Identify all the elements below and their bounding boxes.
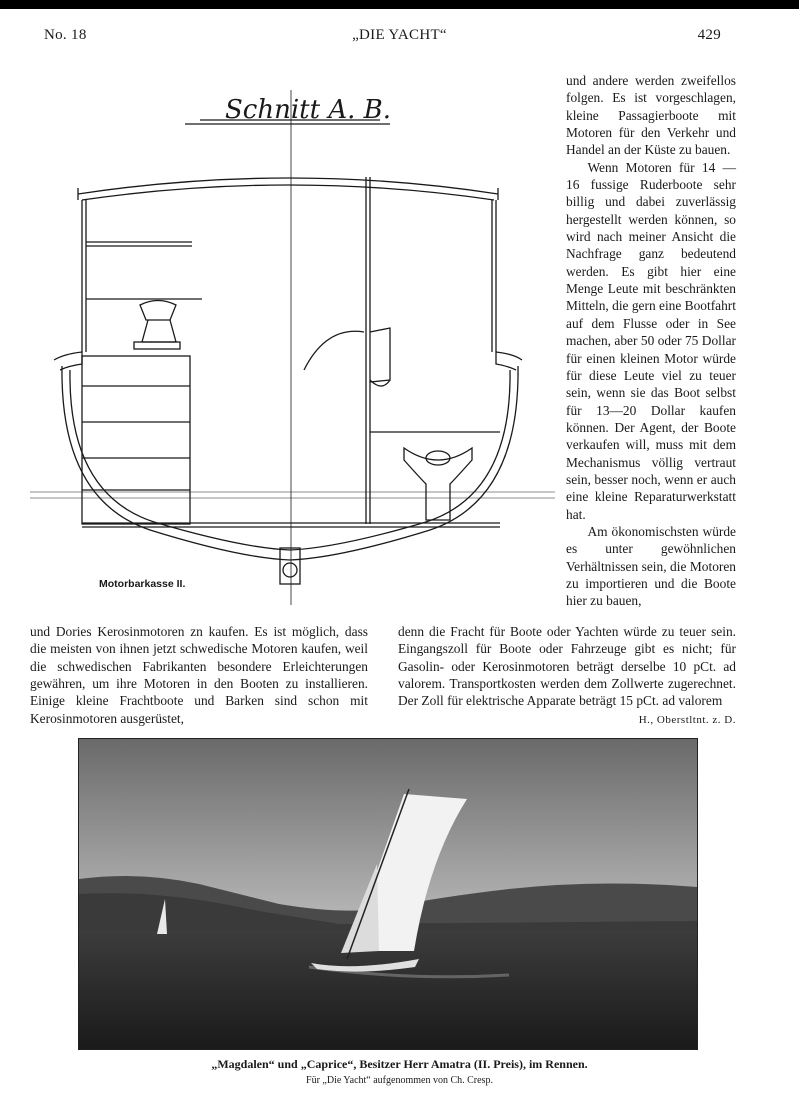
photo-credit: Für „Die Yacht“ aufgenommen von Ch. Cresp.	[306, 1075, 493, 1086]
photo-image	[79, 739, 697, 1049]
drawing-caption: Motorbarkasse II.	[99, 578, 186, 590]
author-signature: H., Oberstltnt. z. D.	[638, 713, 736, 726]
page-number: 429	[697, 27, 721, 43]
paragraph: und andere werden zweifellos folgen. Es ist vorgeschlagen, kleine Passagierboote mit Motoren für den Verkehr und Handel an der Küste zu bauen.	[566, 73, 736, 158]
paragraph	[398, 623, 736, 726]
boat-section-drawing	[30, 80, 555, 610]
paragraph: Wenn Motoren für 14 — 16 fussige Ruderboote sehr billig und dabei zuverlässig hergestellt werden können, so wird nach meiner Ansicht die Nachfrage ganz bedeutend werden. Es gibt hier eine Menge Leute mit beschränkten Mitteln, die gern eine Bootfahrt auf dem Flusse oder in See machen, aber 50 oder 75 Dollar für einen kleinen Motor würde für diese Leute viel zu teuer sein, wenn sie das Boot selbst für 13—20 Dollar kaufen können. Der Agent, der Boote verkaufen will, muss mit dem Mechanismus völlig vertraut sein, besser noch, wenn er auch eine kleine Reparaturwerkstatt hat.	[566, 159, 736, 522]
middle-column	[398, 623, 736, 729]
paragraph-text: denn die Fracht für Boote oder Yachten würde zu teuer sein. Eingangszoll für Boote oder Fahrzeuge gibt es nicht; für Gasolin- oder Kerosinmotoren beträgt derselbe 10 pCt. ad valorem. Transportkosten werden dem Zollwerte zugerechnet. Der Zoll für elektrische Apparate beträgt 15 pCt. ad valorem	[398, 624, 736, 709]
hull-cross-section-svg	[30, 80, 555, 610]
right-column	[566, 72, 736, 610]
photo-caption: „Magdalen“ und „Caprice“, Besitzer Herr Amatra (II. Preis), im Rennen.	[211, 1057, 588, 1071]
issue-number: No. 18	[44, 27, 87, 43]
paragraph: und Dories Kerosinmotoren zn kaufen. Es ist möglich, dass die meisten von ihnen jetzt schwedische Motoren kaufen, weil die schwedischen Fabrikanten besondere Erleichterungen gewähren, um ihre Motoren in den Booten zu installieren. Einige kleine Frachtboote und Barken sind schon mit Kerosinmotoren ausgerüstet,	[30, 624, 368, 726]
regatta-photograph	[78, 738, 698, 1050]
paragraph: Am ökonomischsten würde es unter gewöhnlichen Verhältnissen sein, die Motoren zu importieren und die Boote hier zu bauen,	[566, 523, 736, 609]
top-border	[0, 0, 799, 9]
handwritten-title: Schnitt A. B.	[225, 95, 392, 125]
journal-title: „DIE YACHT“	[352, 27, 447, 43]
left-column	[30, 623, 368, 727]
